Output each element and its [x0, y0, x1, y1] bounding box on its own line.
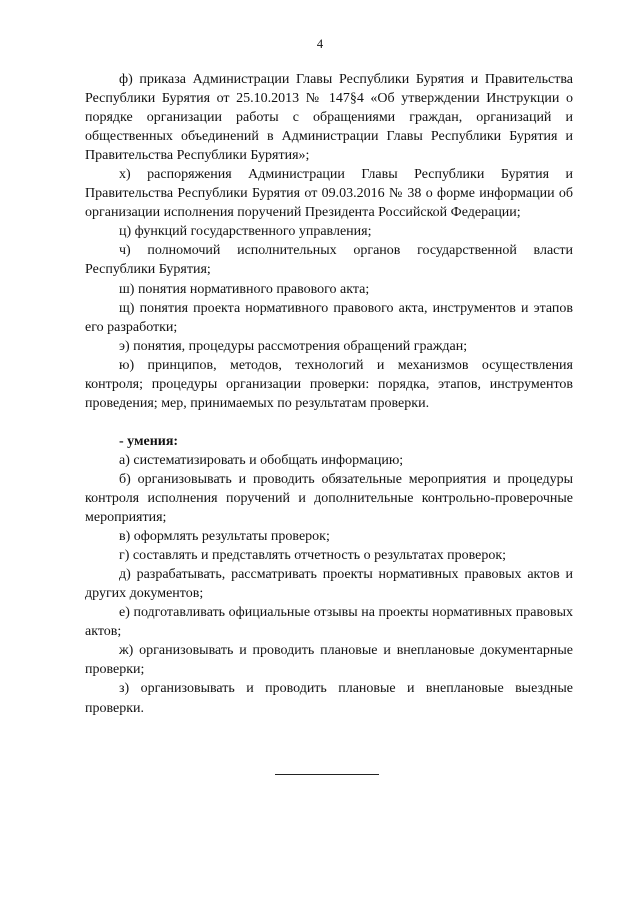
knowledge-item-yu: ю) принципов, методов, технологий и механизмов осуществления контроля; процедуры организации проверки: порядка, этапов, инструментов проведения; мер, принимаемых по результатам проверки.: [85, 357, 573, 411]
skills-item-d: д) разрабатывать, рассматривать проекты нормативных правовых актов и других документов;: [85, 567, 573, 602]
knowledge-item-ch: ч) полномочий исполнительных органов государственной власти Республики Бурятия;: [85, 243, 573, 278]
knowledge-item-ts: ц) функций государственного управления;: [119, 224, 372, 240]
skills-item-zh: ж) организовывать и проводить плановые и внеплановые документарные проверки;: [85, 643, 573, 678]
skills-item-e: е) подготавливать официальные отзывы на проекты нормативных правовых актов;: [85, 605, 573, 640]
knowledge-item-e: э) понятия, процедуры рассмотрения обращений граждан;: [119, 338, 468, 354]
section-spacer: [85, 413, 573, 432]
skills-item-z: з) организовывать и проводить плановые и внеплановые выездные проверки.: [85, 681, 573, 716]
skills-heading: - умения:: [119, 433, 179, 449]
page-number: 4: [316, 37, 324, 51]
knowledge-item-kh: х) распоряжения Администрации Главы Республики Бурятия и Правительства Республики Бурятия от 09.03.2016 № 38 о форме информации об организации исполнения поручений Президента Российской Федерации;: [85, 167, 573, 221]
knowledge-item-sh: ш) понятия нормативного правового акта;: [119, 281, 370, 297]
footer-rule: [275, 774, 379, 775]
skills-item-g: г) составлять и представлять отчетность о результатах проверок;: [119, 548, 507, 564]
knowledge-item-f: ф) приказа Администрации Главы Республики Бурятия и Правительства Республики Бурятия от 25.10.2013 № 147§4 «Об утверждении Инструкции о порядке организации работы с обращениями граждан, организаций и общественных объединений в Администрации Главы Республики Бурятия и Правительства Республики Бурятия»;: [85, 72, 573, 164]
skills-item-a: а) систематизировать и обобщать информацию;: [119, 452, 404, 468]
document-body: [85, 70, 573, 718]
knowledge-item-shch: щ) понятия проекта нормативного правового акта, инструментов и этапов его разработки;: [85, 300, 573, 335]
skills-item-v: в) оформлять результаты проверок;: [119, 529, 330, 545]
skills-item-b: б) организовывать и проводить обязательные мероприятия и процедуры контроля исполнения поручений и дополнительные контрольно-проверочные мероприятия;: [85, 471, 573, 526]
